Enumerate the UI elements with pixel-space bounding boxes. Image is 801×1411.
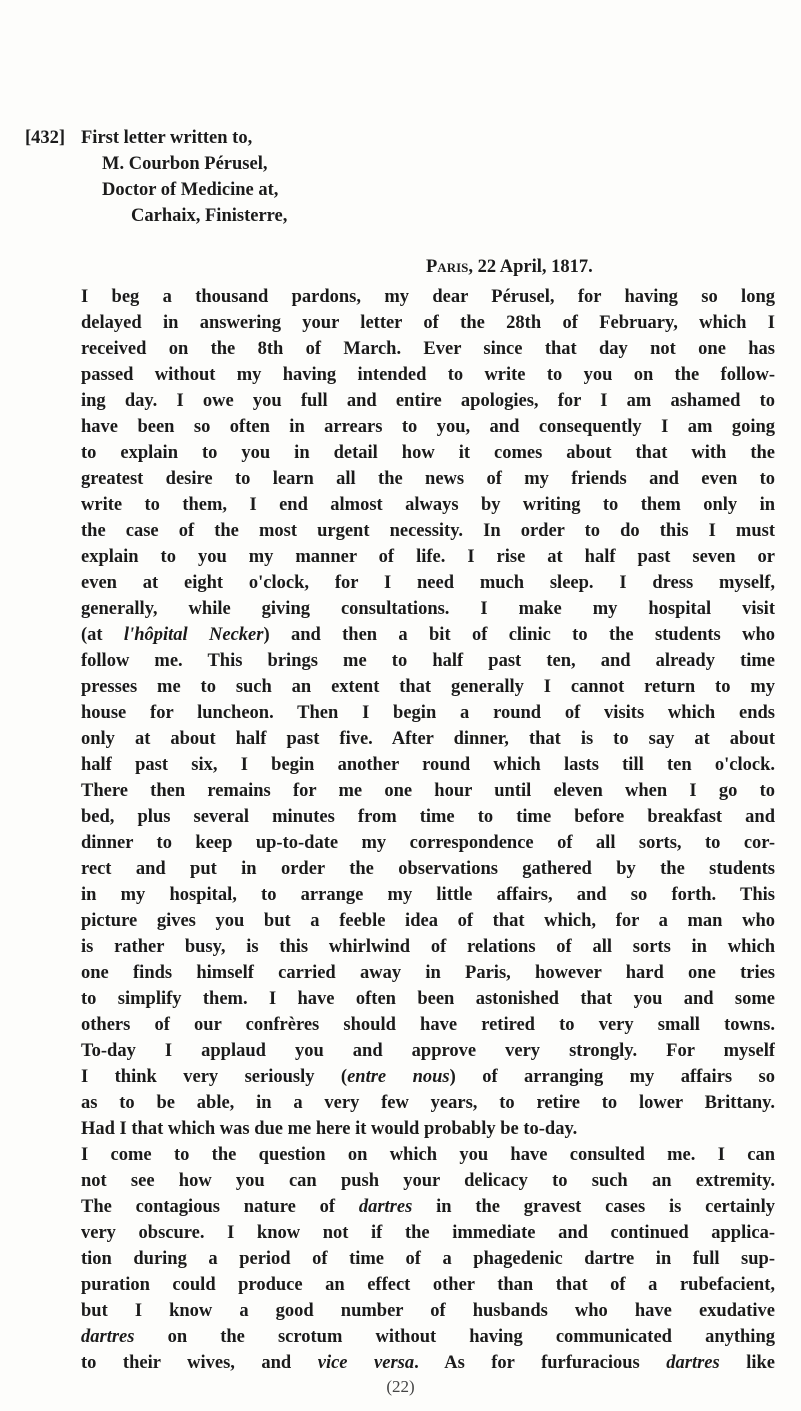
letter-body: [81, 284, 775, 1376]
last-line: to their wives, and vice versa. As for furfuracious dartres like: [81, 1353, 775, 1373]
text-line: presses me to such an extent that generally I cannot return to my: [81, 677, 775, 697]
dartres-line-2: dartres on the scrotum without having communicated anything: [81, 1327, 775, 1347]
text-line: in my hospital, to arrange my little affairs, and so forth. This: [81, 885, 775, 905]
address-line-3: Doctor of Medicine at,: [102, 180, 279, 200]
text-line: is rather busy, is this whirlwind of relations of all sorts in which: [81, 937, 775, 957]
text-line: greatest desire to learn all the news of my friends and even to: [81, 469, 775, 489]
italic-phrase: vice versa: [317, 1353, 415, 1373]
page-number: (22): [386, 1377, 415, 1396]
entre-nous-line: I think very seriously (entre nous) of arranging my affairs so: [81, 1067, 775, 1087]
address-line-2: M. Courbon Pérusel,: [102, 154, 268, 174]
italic-phrase: l'hôpital Necker: [123, 625, 264, 645]
paragraph-1-end: [81, 1090, 775, 1142]
paragraph-1-continued: [81, 648, 775, 1064]
text-line: write to them, I end almost always by writing to them only in: [81, 495, 775, 515]
paragraph-1: [81, 284, 775, 622]
text-line: tion during a period of time of a phagedenic dartre in full sup-: [81, 1249, 775, 1269]
hospital-line: (at l'hôpital Necker) and then a bit of clinic to the students who: [81, 625, 775, 645]
paragraph-2-continued: [81, 1220, 775, 1324]
text-line: half past six, I begin another round which lasts till ten o'clock.: [81, 755, 775, 775]
text-line: house for luncheon. Then I begin a round of visits which ends: [81, 703, 775, 723]
italic-word: dartres: [666, 1353, 720, 1373]
text-line: only at about half past five. After dinner, that is to say at about: [81, 729, 775, 749]
text-line: explain to you my manner of life. I rise at half past seven or: [81, 547, 775, 567]
text-line: bed, plus several minutes from time to time before breakfast and: [81, 807, 775, 827]
text-line: puration could produce an effect other than that of a rubefacient,: [81, 1275, 775, 1295]
text-line: generally, while giving consultations. I make my hospital visit: [81, 599, 775, 619]
text-line: There then remains for me one hour until eleven when I go to: [81, 781, 775, 801]
text-line: picture gives you but a feeble idea of that which, for a man who: [81, 911, 775, 931]
italic-word: dartres: [358, 1197, 413, 1217]
text-line: not see how you can push your delicacy to such an extremity.: [81, 1171, 775, 1191]
dateline: [426, 257, 593, 278]
dateline-date: , 22 April, 1817.: [468, 257, 593, 277]
paragraph-2: [81, 1142, 775, 1194]
text-line: delayed in answering your letter of the 28th of February, which I: [81, 313, 775, 333]
text-line: I beg a thousand pardons, my dear Pérusel, for having so long: [81, 287, 775, 307]
text-line: to simplify them. I have often been astonished that you and some: [81, 989, 775, 1009]
text-line: to explain to you in detail how it comes about that with the: [81, 443, 775, 463]
text-line: as to be able, in a very few years, to retire to lower Brittany.: [81, 1093, 775, 1113]
text-line: ing day. I owe you full and entire apologies, for I am ashamed to: [81, 391, 775, 411]
text-line: rect and put in order the observations gathered by the students: [81, 859, 775, 879]
page-reference: [432]: [25, 128, 66, 148]
text-line: follow me. This brings me to half past ten, and already time: [81, 651, 775, 671]
text-line: one finds himself carried away in Paris, however hard one tries: [81, 963, 775, 983]
text-line: even at eight o'clock, for I need much sleep. I dress myself,: [81, 573, 775, 593]
text-line: very obscure. I know not if the immediate and continued applica-: [81, 1223, 775, 1243]
text-line: dinner to keep up-to-date my correspondence of all sorts, to cor-: [81, 833, 775, 853]
text-line: others of our confrères should have retired to very small towns.: [81, 1015, 775, 1035]
text-line: I come to the question on which you have consulted me. I can: [81, 1145, 775, 1165]
address-line-1: First letter written to,: [81, 128, 253, 148]
text-line: passed without my having intended to write to you on the follow-: [81, 365, 775, 385]
text-line: Had I that which was due me here it would probably be to-day.: [81, 1119, 578, 1139]
text-line: but I know a good number of husbands who have exudative: [81, 1301, 775, 1321]
italic-phrase: entre nous: [347, 1067, 450, 1087]
text-line: To-day I applaud you and approve very strongly. For myself: [81, 1041, 775, 1061]
text-line: received on the 8th of March. Ever since that day not one has: [81, 339, 775, 359]
dateline-place: Paris: [426, 257, 469, 277]
dartres-line-1: The contagious nature of dartres in the gravest cases is certainly: [81, 1197, 775, 1217]
address-line-4: Carhaix, Finisterre,: [131, 206, 288, 226]
italic-word: dartres: [81, 1327, 135, 1347]
text-line: have been so often in arrears to you, and consequently I am going: [81, 417, 775, 437]
text-line: the case of the most urgent necessity. In order to do this I must: [81, 521, 775, 541]
